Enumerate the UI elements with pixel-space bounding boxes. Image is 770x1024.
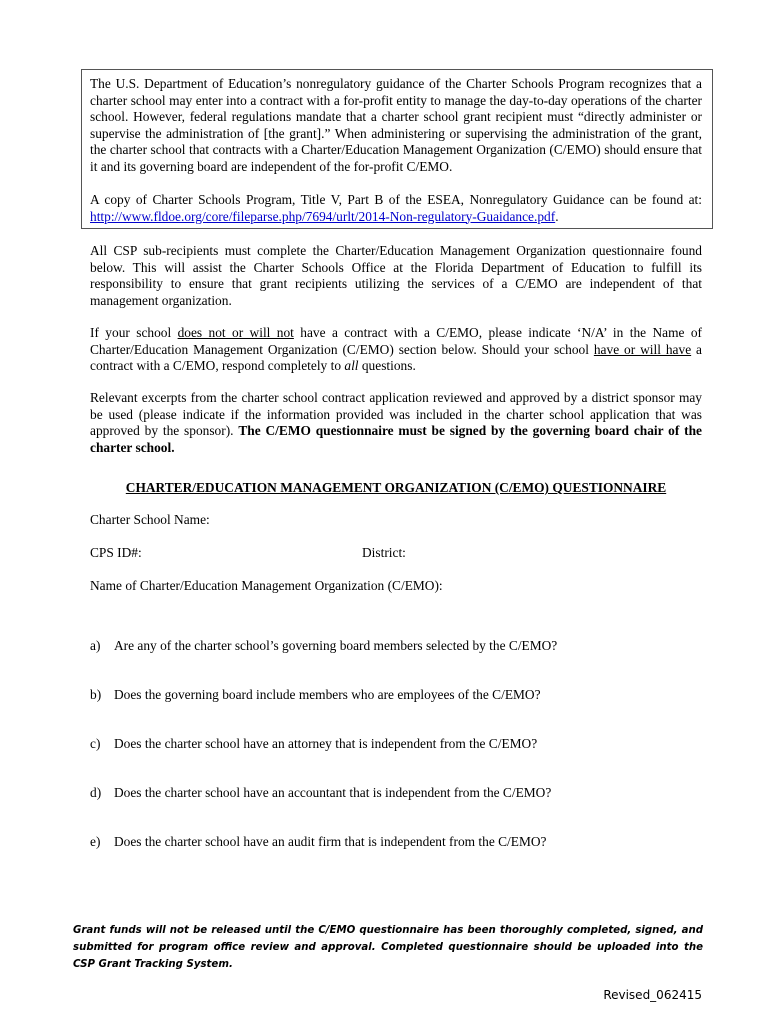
na-instructions-paragraph <box>90 325 702 375</box>
grant-funds-note: Grant funds will not be released until the C/EMO questionnaire has been thoroughly completed, signed, and submitted for program office review and approval. Completed questionnaire should be uploaded into the CSP Grant Tracking System. <box>73 925 703 970</box>
question-text: Does the governing board include members who are employees of the C/EMO? <box>114 687 541 702</box>
p5-bold-requirement: The C/EMO questionnaire must be signed by the governing board chair of the charter school. <box>90 423 702 455</box>
question-text: Are any of the charter school’s governing board members selected by the C/EMO? <box>114 638 558 653</box>
questionnaire-title: CHARTER/EDUCATION MANAGEMENT ORGANIZATION (C/EMO) QUESTIONNAIRE <box>125 480 667 495</box>
revision-label: Revised_062415 <box>603 988 702 1002</box>
question-text: Does the charter school have an accountant that is independent from the C/EMO? <box>114 785 552 800</box>
question-text: Does the charter school have an audit firm that is independent from the C/EMO? <box>114 834 547 849</box>
district-label: District: <box>362 545 406 560</box>
guidance-link-lead: A copy of Charter Schools Program, Title V, Part B of the ESEA, Nonregulatory Guidance can be found at: <box>90 192 702 207</box>
relevant-excerpts-paragraph <box>90 390 702 456</box>
question-letter: e) <box>90 834 101 849</box>
guidance-link[interactable]: http://www.fldoe.org/core/fileparse.php/7694/urlt/2014-Non-regulatory-Guaidance.pdf <box>90 208 556 224</box>
p5-text: Relevant excerpts from the charter school contract application reviewed and approved by a district sponsor may be used (please indicate if the information provided was included in the charter school application that was approved by the sponsor). <box>90 390 702 438</box>
question-c <box>90 736 537 752</box>
p4-underline-2: have or will have <box>593 341 692 357</box>
cemo-name-label: Name of Charter/Education Management Organization (C/EMO): <box>90 578 443 593</box>
question-letter: b) <box>90 687 102 702</box>
guidance-link-paragraph <box>90 192 702 225</box>
question-d <box>90 785 551 801</box>
p4-part-d: questions. <box>358 358 416 373</box>
question-letter: c) <box>90 736 101 751</box>
question-e <box>90 834 546 850</box>
p4-part-c: a contract with a C/EMO, respond completely to <box>90 341 702 373</box>
question-letter: d) <box>90 785 102 800</box>
charter-school-name-label: Charter School Name: <box>90 512 210 527</box>
question-text: Does the charter school have an attorney that is independent from the C/EMO? <box>114 736 538 751</box>
p4-part-a: If your school <box>90 325 178 340</box>
question-a <box>90 638 557 654</box>
p4-underline-1: does not or will not <box>177 325 294 340</box>
question-letter: a) <box>90 638 101 653</box>
intro-paragraph: The U.S. Department of Education’s nonregulatory guidance of the Charter Schools Program recognizes that a charter school may enter into a contract with a for-profit entity to manage the day-to-day operations of the charter school. However, federal regulations mandate that a charter school grant recipient must “directly administer or supervise the administration of [the grant].” When administering or supervising the administration of the grant, the charter school that contracts with a Charter/Education Management Organization (C/EMO) should ensure that it and its governing board are independent of the for-profit C/EMO. <box>90 76 702 174</box>
question-b <box>90 687 541 703</box>
p4-part-b: have a contract with a C/EMO, please indicate ‘N/A’ in the Name of Charter/Education Management Organization (C/EMO) section below. Should your school <box>90 325 702 357</box>
csp-requirement-paragraph: All CSP sub-recipients must complete the Charter/Education Management Organization questionnaire found below. This will assist the Charter Schools Office at the Florida Department of Education to fulfill its responsibility to ensure that grant recipients utilizing the services of a C/EMO are independent of that management organization. <box>90 243 702 308</box>
p4-italic-all: all <box>344 358 359 373</box>
cps-id-label: CPS ID#: <box>90 545 142 560</box>
guidance-link-period: . <box>555 208 559 224</box>
